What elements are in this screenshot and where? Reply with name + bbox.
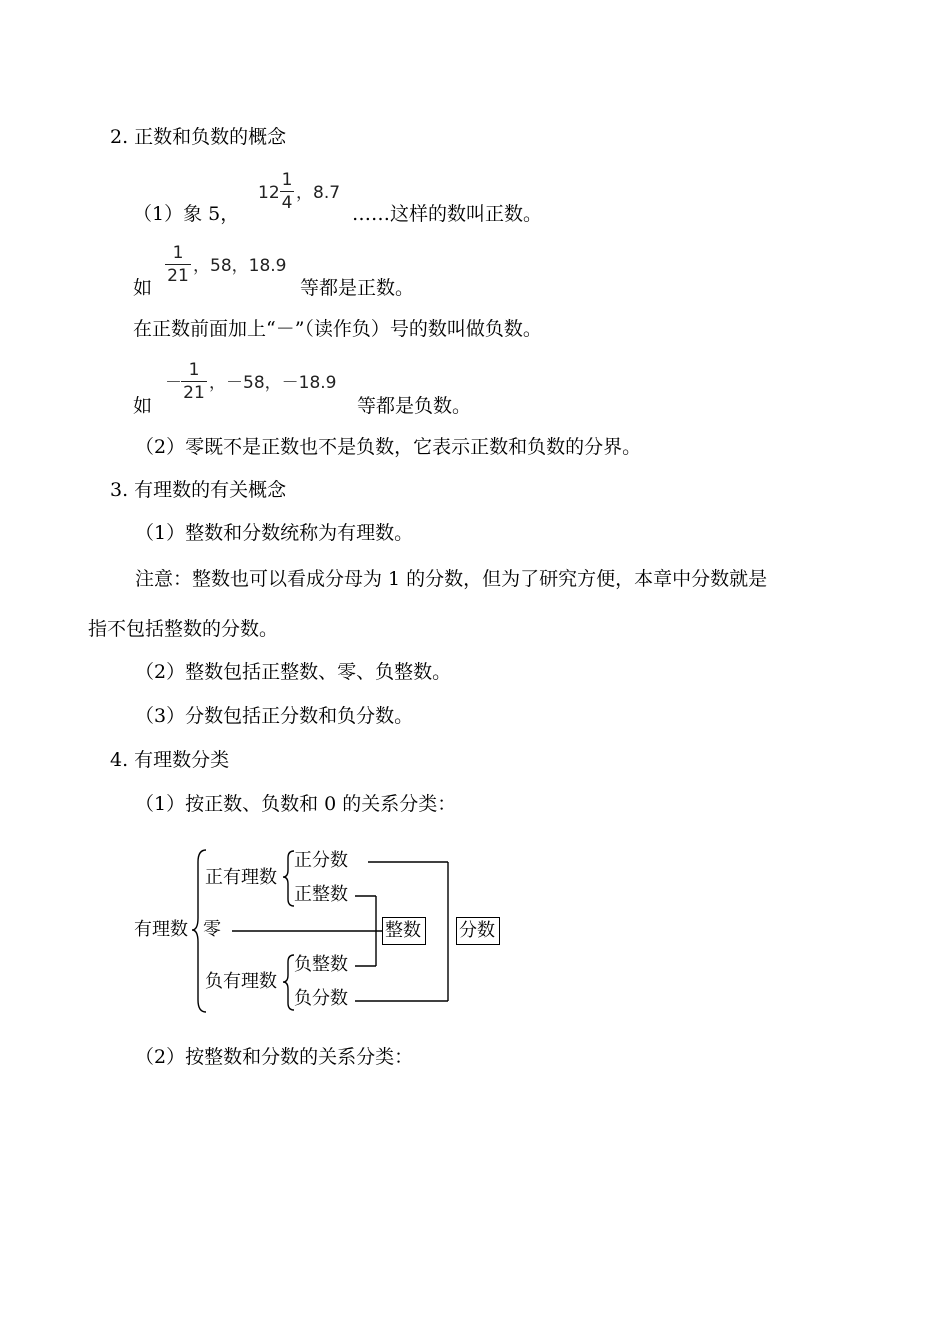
fraction-denominator: 21 [183,383,205,403]
s4-p1: （1）按正数、负数和 0 的关系分类： [135,793,457,815]
s3-note-line1: 注意：整数也可以看成分母为 1 的分数，但为了研究方便，本章中分数就是 [135,568,768,590]
fraction-denominator: 21 [167,266,189,286]
diagram-integer-label: 整数 [385,920,421,941]
s3-note-line2: 指不包括整数的分数。 [88,618,279,640]
fraction-denominator: 4 [281,193,293,213]
diagram-positive-fraction-label: 正分数 [294,850,348,871]
diagram-root-label: 有理数 [134,919,188,940]
s4-p2: （2）按整数和分数的关系分类： [135,1046,414,1068]
s3-p1: （1）整数和分数统称为有理数。 [135,522,414,544]
diagram-zero-label: 零 [203,919,221,940]
diagram-fraction-label: 分数 [459,920,495,941]
section-2-title: 2. 正数和负数的概念 [110,126,287,148]
math-list: ，－58，－18.9 [209,373,337,393]
math-minus-sign: － [165,373,182,393]
diagram-negative-fraction-label: 负分数 [294,988,348,1009]
fraction-numerator: 1 [188,360,200,380]
section-4-title: 4. 有理数分类 [110,749,230,771]
s2-p1-suffix: ……这样的数叫正数。 [352,203,543,225]
diagram-negative-rational-label: 负有理数 [205,971,277,992]
fraction-box [456,917,500,945]
s3-p2: （2）整数包括正整数、零、负整数。 [135,661,452,683]
s2-p4-prefix: 如 [133,395,153,417]
brace-positive [283,851,294,906]
diagram-negative-integer-label: 负整数 [294,954,348,975]
diagram-positive-rational-label: 正有理数 [205,867,277,888]
s2-p2-suffix: 等都是正数。 [300,277,415,299]
s2-p5: （2）零既不是正数也不是负数，它表示正数和负数的分界。 [135,436,642,458]
math-decimal: ，8.7 [296,183,341,203]
diagram-positive-integer-label: 正整数 [294,884,348,905]
fraction-numerator: 1 [281,170,293,190]
s2-p1-prefix: （1）象 5， [133,203,240,225]
section-3-title: 3. 有理数的有关概念 [110,479,287,501]
brace-negative [283,955,294,1010]
math-list: ，58，18.9 [193,256,287,276]
s2-p2-prefix: 如 [133,277,153,299]
s3-p3: （3）分数包括正分数和负分数。 [135,705,414,727]
math-mixed-whole: 12 [258,183,280,203]
s2-p4-suffix: 等都是负数。 [357,395,472,417]
s2-p3: 在正数前面加上“－”（读作负）号的数叫做负数。 [133,318,542,340]
integer-box [382,917,426,945]
fraction-numerator: 1 [172,243,184,263]
